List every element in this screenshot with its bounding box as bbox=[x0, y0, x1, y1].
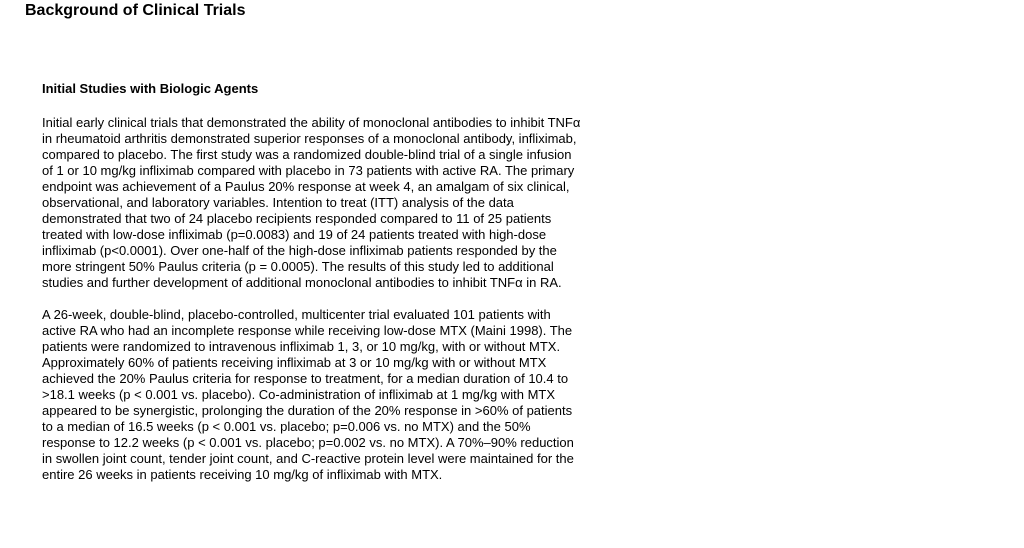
text-line: observational, and laboratory variables. Intention to treat (ITT) analysis of the data bbox=[42, 195, 514, 210]
paragraph-initial-trials bbox=[42, 115, 642, 291]
paragraph-26-week-trial bbox=[42, 307, 642, 483]
text-line: studies and further development of additional monoclonal antibodies to inhibit TNFα in RA. bbox=[42, 275, 562, 290]
text-line: response to 12.2 weeks (p < 0.001 vs. placebo; p=0.002 vs. no MTX). A 70%–90% reduction bbox=[42, 435, 574, 450]
text-line: entire 26 weeks in patients receiving 10 mg/kg of infliximab with MTX. bbox=[42, 467, 443, 482]
text-line: patients were randomized to intravenous infliximab 1, 3, or 10 mg/kg, with or without MTX. bbox=[42, 339, 561, 354]
text-line: A 26-week, double-blind, placebo-controlled, multicenter trial evaluated 101 patients with bbox=[42, 307, 551, 322]
text-line: active RA who had an incomplete response while receiving low-dose MTX (Maini 1998). The bbox=[42, 323, 573, 338]
page-title: Background of Clinical Trials bbox=[25, 2, 246, 19]
text-line: Initial early clinical trials that demonstrated the ability of monoclonal antibodies to inhibit TNFα bbox=[42, 115, 581, 130]
text-line: achieved the 20% Paulus criteria for response to treatment, for a median duration of 10.4 to bbox=[42, 371, 569, 386]
text-line: more stringent 50% Paulus criteria (p = 0.0005). The results of this study led to additional bbox=[42, 259, 554, 274]
text-line: >18.1 weeks (p < 0.001 vs. placebo). Co-administration of infliximab at 1 mg/kg with MTX bbox=[42, 387, 556, 402]
text-line: treated with low-dose infliximab (p=0.0083) and 19 of 24 patients treated with high-dose bbox=[42, 227, 547, 242]
text-line: Approximately 60% of patients receiving infliximab at 3 or 10 mg/kg with or without MTX bbox=[42, 355, 547, 370]
text-line: infliximab (p<0.0001). Over one-half of the high-dose infliximab patients responded by the bbox=[42, 243, 557, 258]
text-line: in swollen joint count, tender joint count, and C-reactive protein level were maintained for the bbox=[42, 451, 574, 466]
content-section bbox=[42, 81, 642, 483]
text-line: in rheumatoid arthritis demonstrated superior responses of a monoclonal antibody, infliximab, bbox=[42, 131, 577, 146]
text-line: of 1 or 10 mg/kg infliximab compared with placebo in 73 patients with active RA. The primary bbox=[42, 163, 575, 178]
section-heading: Initial Studies with Biologic Agents bbox=[42, 81, 259, 96]
text-line: demonstrated that two of 24 placebo recipients responded compared to 11 of 25 patients bbox=[42, 211, 552, 226]
text-line: to a median of 16.5 weeks (p < 0.001 vs. placebo; p=0.006 vs. no MTX) and the 50% bbox=[42, 419, 531, 434]
text-line: appeared to be synergistic, prolonging the duration of the 20% response in >60% of patients bbox=[42, 403, 573, 418]
text-line: compared to placebo. The first study was a randomized double-blind trial of a single infusion bbox=[42, 147, 572, 162]
text-line: endpoint was achievement of a Paulus 20% response at week 4, an amalgam of six clinical, bbox=[42, 179, 570, 194]
